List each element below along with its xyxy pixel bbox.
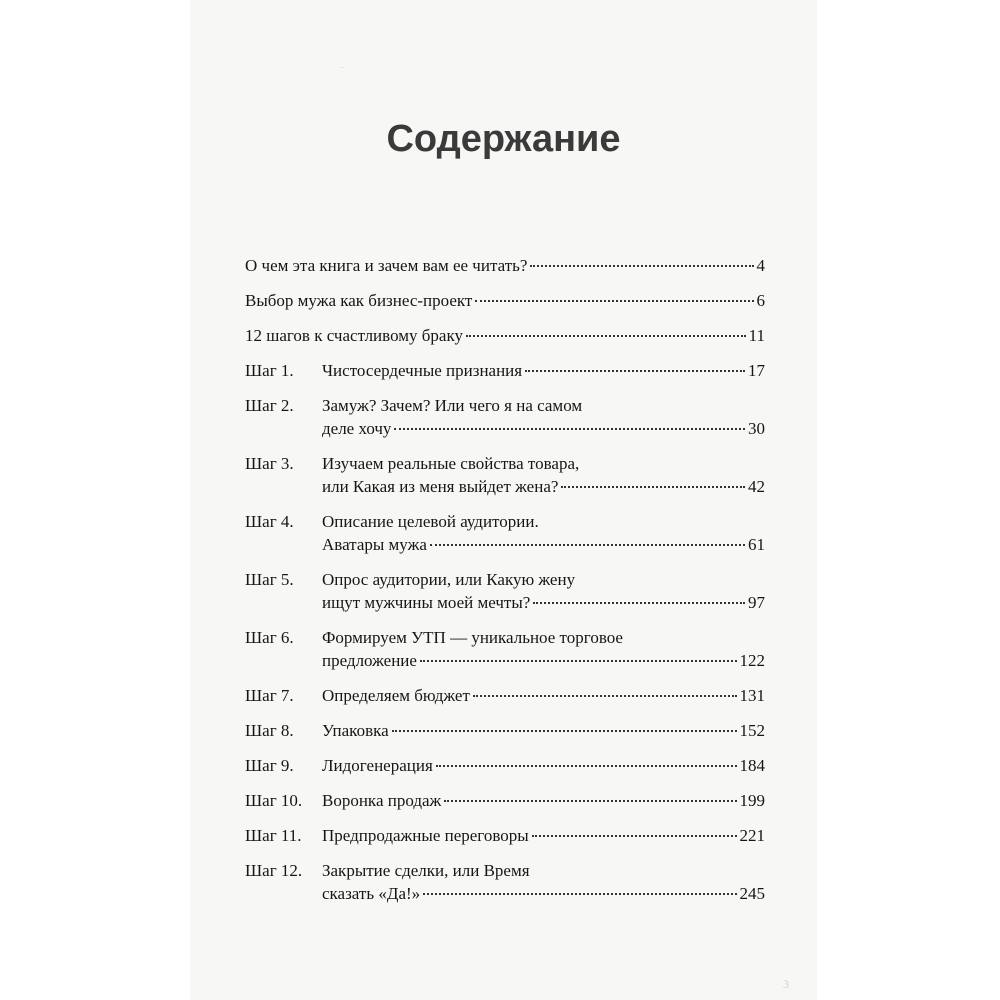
dot-leader <box>525 370 745 372</box>
page-number: 3 <box>783 977 789 991</box>
toc-step-number: Шаг 5. <box>245 570 294 589</box>
toc-entry <box>245 452 765 498</box>
toc-step-number: Шаг 6. <box>245 628 294 647</box>
toc-entry-text: сказать «Да!» <box>322 884 421 903</box>
toc-entry <box>245 568 765 614</box>
page-title: Содержание <box>386 118 621 160</box>
dot-leader <box>394 428 745 430</box>
dot-leader <box>436 765 737 767</box>
toc-step-number: Шаг 10. <box>245 791 303 810</box>
toc-entry-text: Определяем бюджет <box>322 686 470 705</box>
toc-entry-title <box>245 324 765 347</box>
dot-leader <box>430 544 745 546</box>
toc-entry-text: ищут мужчины моей мечты? <box>322 593 531 612</box>
toc-entry-title <box>322 626 765 672</box>
toc-page-number: 152 <box>739 721 765 740</box>
dot-leader <box>532 835 737 837</box>
toc-entry <box>245 684 765 707</box>
toc-step-number: Шаг 1. <box>245 361 294 380</box>
toc-entry <box>245 359 765 382</box>
dot-leader <box>533 602 745 604</box>
toc-page-number: 122 <box>739 651 765 670</box>
dot-leader <box>392 730 737 732</box>
toc-entry-text: деле хочу <box>322 419 392 438</box>
toc-entry-title <box>322 568 765 614</box>
toc-entry <box>245 394 765 440</box>
show-through-running-head <box>340 48 344 68</box>
toc-entry-title <box>245 289 765 312</box>
toc-entry <box>245 859 765 905</box>
dot-leader <box>475 300 753 302</box>
toc-entry <box>245 254 765 277</box>
toc-entry <box>245 626 765 672</box>
dot-leader <box>444 800 736 802</box>
toc-entry-text: Описание целевой аудитории. <box>322 512 539 531</box>
toc-step-number: Шаг 7. <box>245 686 294 705</box>
toc-entry-title <box>322 789 765 812</box>
toc-step-number: Шаг 4. <box>245 512 294 531</box>
dot-leader <box>473 695 737 697</box>
toc-entry <box>245 719 765 742</box>
dot-leader <box>466 335 746 337</box>
toc-page-number: 184 <box>739 756 765 775</box>
toc-entry-text: О чем эта книга и зачем вам ее читать? <box>245 256 528 275</box>
toc-entry-title <box>322 754 765 777</box>
dot-leader <box>420 660 737 662</box>
toc-entry-text: Воронка продаж <box>322 791 442 810</box>
toc-entry-text: Формируем УТП — уникальное торговое <box>322 628 623 647</box>
toc-page-number: 30 <box>748 419 765 438</box>
toc-page-number: 42 <box>748 477 765 496</box>
toc-entry-title <box>322 452 765 498</box>
toc-page-number: 199 <box>739 791 765 810</box>
toc-page-number: 221 <box>739 826 765 845</box>
book-page <box>190 0 817 1000</box>
dot-leader <box>561 486 745 488</box>
toc-entry-title <box>322 824 765 847</box>
toc-page-number: 131 <box>739 686 765 705</box>
toc-entry-text: Закрытие сделки, или Время <box>322 861 530 880</box>
toc-entry-text: или Какая из меня выйдет жена? <box>322 477 559 496</box>
toc-entry-text: Чистосердечные признания <box>322 361 523 380</box>
toc-entry-title <box>322 394 765 440</box>
dot-leader <box>423 893 736 895</box>
toc-entry-title <box>322 359 765 382</box>
toc-page-number: 245 <box>739 884 765 903</box>
dot-leader <box>530 265 753 267</box>
toc-entry-text: Лидогенерация <box>322 756 433 775</box>
table-of-contents <box>245 254 765 917</box>
toc-step-number: Шаг 12. <box>245 861 303 880</box>
toc-step-number: Шаг 11. <box>245 826 302 845</box>
toc-entry <box>245 754 765 777</box>
toc-entry-text: Упаковка <box>322 721 389 740</box>
toc-step-number: Шаг 2. <box>245 396 294 415</box>
toc-page-number: 97 <box>748 593 765 612</box>
toc-entry <box>245 324 765 347</box>
toc-page-number: 6 <box>756 291 765 310</box>
toc-entry <box>245 510 765 556</box>
toc-entry-text: предложение <box>322 651 417 670</box>
toc-page-number: 4 <box>756 256 765 275</box>
toc-page-number: 17 <box>748 361 765 380</box>
toc-entry <box>245 824 765 847</box>
toc-step-number: Шаг 9. <box>245 756 294 775</box>
toc-entry-text: Аватары мужа <box>322 535 427 554</box>
toc-entry-text: Изучаем реальные свойства товара, <box>322 454 580 473</box>
toc-entry-title <box>322 719 765 742</box>
toc-entry-text: Выбор мужа как бизнес-проект <box>245 291 473 310</box>
toc-page-number: 61 <box>748 535 765 554</box>
toc-page-number: 11 <box>748 326 765 345</box>
toc-entry-text: 12 шагов к счастливому браку <box>245 326 463 345</box>
toc-entry-text: Предпродажные переговоры <box>322 826 529 845</box>
toc-entry-text: Замуж? Зачем? Или чего я на самом <box>322 396 583 415</box>
toc-entry <box>245 289 765 312</box>
toc-entry-title <box>322 510 765 556</box>
toc-step-number: Шаг 3. <box>245 454 294 473</box>
toc-entry-title <box>322 684 765 707</box>
toc-step-number: Шаг 8. <box>245 721 294 740</box>
toc-entry-title <box>245 254 765 277</box>
toc-entry-text: Опрос аудитории, или Какую жену <box>322 570 576 589</box>
toc-entry <box>245 789 765 812</box>
toc-entry-title <box>322 859 765 905</box>
